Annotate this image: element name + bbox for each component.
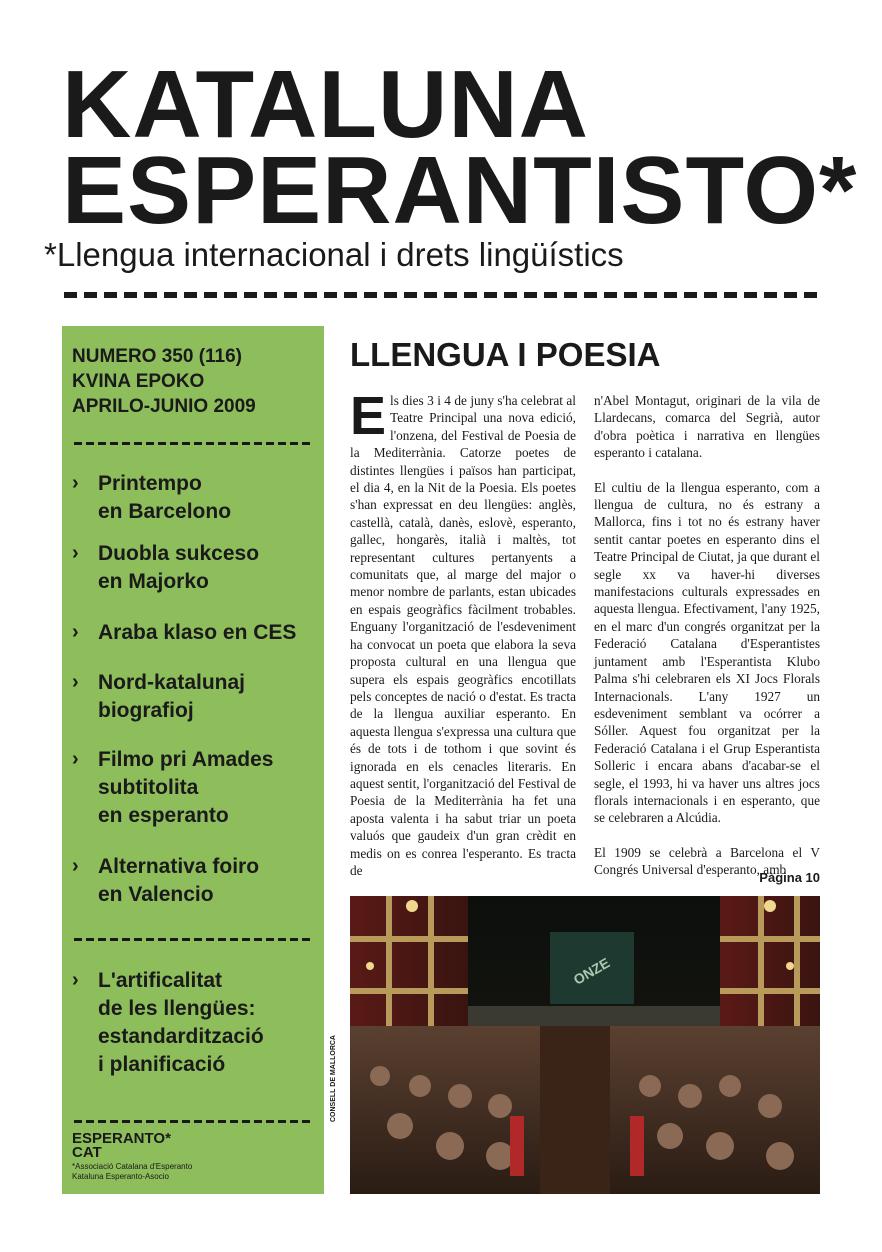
drop-cap: E [350, 386, 387, 446]
article-column-left [350, 386, 576, 878]
theatre-photo [350, 896, 820, 1194]
masthead [62, 51, 858, 244]
chevron-right-icon: › [72, 969, 79, 991]
sidebar-divider [74, 442, 312, 445]
article-paragraph: El 1909 se celebrà a Barcelona el V Congrés Universal d'esperanto, amb [594, 844, 820, 878]
issue-date: APRILO-JUNIO 2009 [72, 396, 256, 417]
chevron-right-icon: › [72, 748, 79, 770]
toc-item-label: Duobla sukceso en Majorko [98, 542, 260, 593]
sidebar-divider [74, 938, 312, 941]
logo-line2: CAT [72, 1144, 102, 1161]
stage-screen-text: ONZE [570, 954, 613, 988]
article-paragraph: El cultiu de la llengua esperanto, com a llengua de cultura, no és estrany a Mallorca, fins i tot no és estrany haver sentit cantar poetes en esperanto dins el Teatre Principal de Ciutat, ja que durant el segle xx va haver-hi diverses manifestacions culturals expressades en aquesta llengua. Efectivament, l'any 1925, en el marc d'un congrés organitzat per la Federació Catalana d'Esperantistes juntament amb l'Esperantista Klubo Palma s'hi celebraren els XI Jocs Florals Internacionals. L'any 1927 un esdeveniment semblant va ocórrer a Sóller. Aquest fou organitzat per la Federació Catalana i el Grup Esperantista Solleric i encara abans d'acabar-se el segle, el 1993, hi va haver uns altres jocs florals internacionals i en esperanto, que se celebraren a Alcúdia. [594, 479, 820, 826]
esperanto-cat-logo [72, 1132, 192, 1182]
masthead-divider [64, 292, 820, 298]
chevron-right-icon: › [72, 621, 79, 643]
toc-item-label: Printempo en Barcelono [98, 472, 232, 523]
chevron-right-icon: › [72, 855, 79, 877]
issue-number: NUMERO 350 (116) [72, 346, 243, 367]
chevron-right-icon: › [72, 542, 79, 564]
toc-item-label: L'artificalitat de les llengües: estandardització i planificació [98, 969, 264, 1076]
toc-item-label: Alternativa foiro en Valencio [98, 855, 260, 906]
chevron-right-icon: › [72, 671, 79, 693]
masthead-title-line1: KATALUNA [62, 51, 589, 158]
photo-credit: CONSELL DE MALLORCA [330, 1035, 337, 1122]
issue-epoch: KVINA EPOKO [72, 371, 205, 392]
logo-sub2: Kataluna Esperanto-Asocio [72, 1172, 169, 1181]
page-number: Pàgina 10 [759, 870, 820, 885]
toc-item-label: Araba klaso en CES [98, 621, 297, 644]
article-paragraph: n'Abel Montagut, originari de la vila de Llardecans, comarca del Segrià, autor d'obra poètica i narrativa en llengües esperanto i catalana. [594, 393, 820, 461]
sidebar-divider [74, 1120, 312, 1123]
article-title: LLENGUA I POESIA [350, 336, 661, 373]
logo-sub1: *Associació Catalana d'Esperanto [72, 1162, 193, 1171]
masthead-title-line2: ESPERANTISTO* [62, 137, 858, 244]
logo-line1: ESPERANTO* [72, 1130, 171, 1147]
toc-item-label: Nord-katalunaj biografioj [98, 671, 246, 722]
sidebar [62, 326, 324, 1194]
chevron-right-icon: › [72, 472, 79, 494]
article-paragraph: ls dies 3 i 4 de juny s'ha celebrat al Teatre Principal una nova edició, l'onzena, del Festival de Poesia de la Mediterrània. Catorze poetes de distintes llengües i països han participat, el dia 4, en la Nit de la Poesia. Els poetes s'han expressat en deu llengües: anglès, castellà, català, danès, eslovè, esperanto, gallec, hongarès, italià i maltès, tot representant cultures pertanyents a comunitats que, al marge del major o menor nombre de parlants, estan ubicades en espais geogràfics fàcilment trobables. Enguany l'organització de l'esdeveniment ha convocat un poeta que elabora la seva proposta cultural en una llengua que supera els espais geogràfics encotillats pels conceptes de nació o d'estat. Es tracta de la llengua auxiliar esperanto. En aquesta llengua s'expressa una cultura que és de tots i de tothom i que sovint és ignorada en els cenacles literaris. En aquest sentit, l'organització del Festival de Poesia de la Mediterrània ha fet una aposta valenta i ha sabut triar un poeta valuós que gaudeix d'un gran crèdit en medis on es conrea l'esperanto. Es tracta de [350, 393, 576, 878]
masthead-subtitle: *Llengua internacional i drets lingüístics [44, 236, 624, 273]
toc-item-label: Filmo pri Amades subtitolita en esperanto [98, 748, 274, 827]
issue-info [72, 344, 256, 419]
